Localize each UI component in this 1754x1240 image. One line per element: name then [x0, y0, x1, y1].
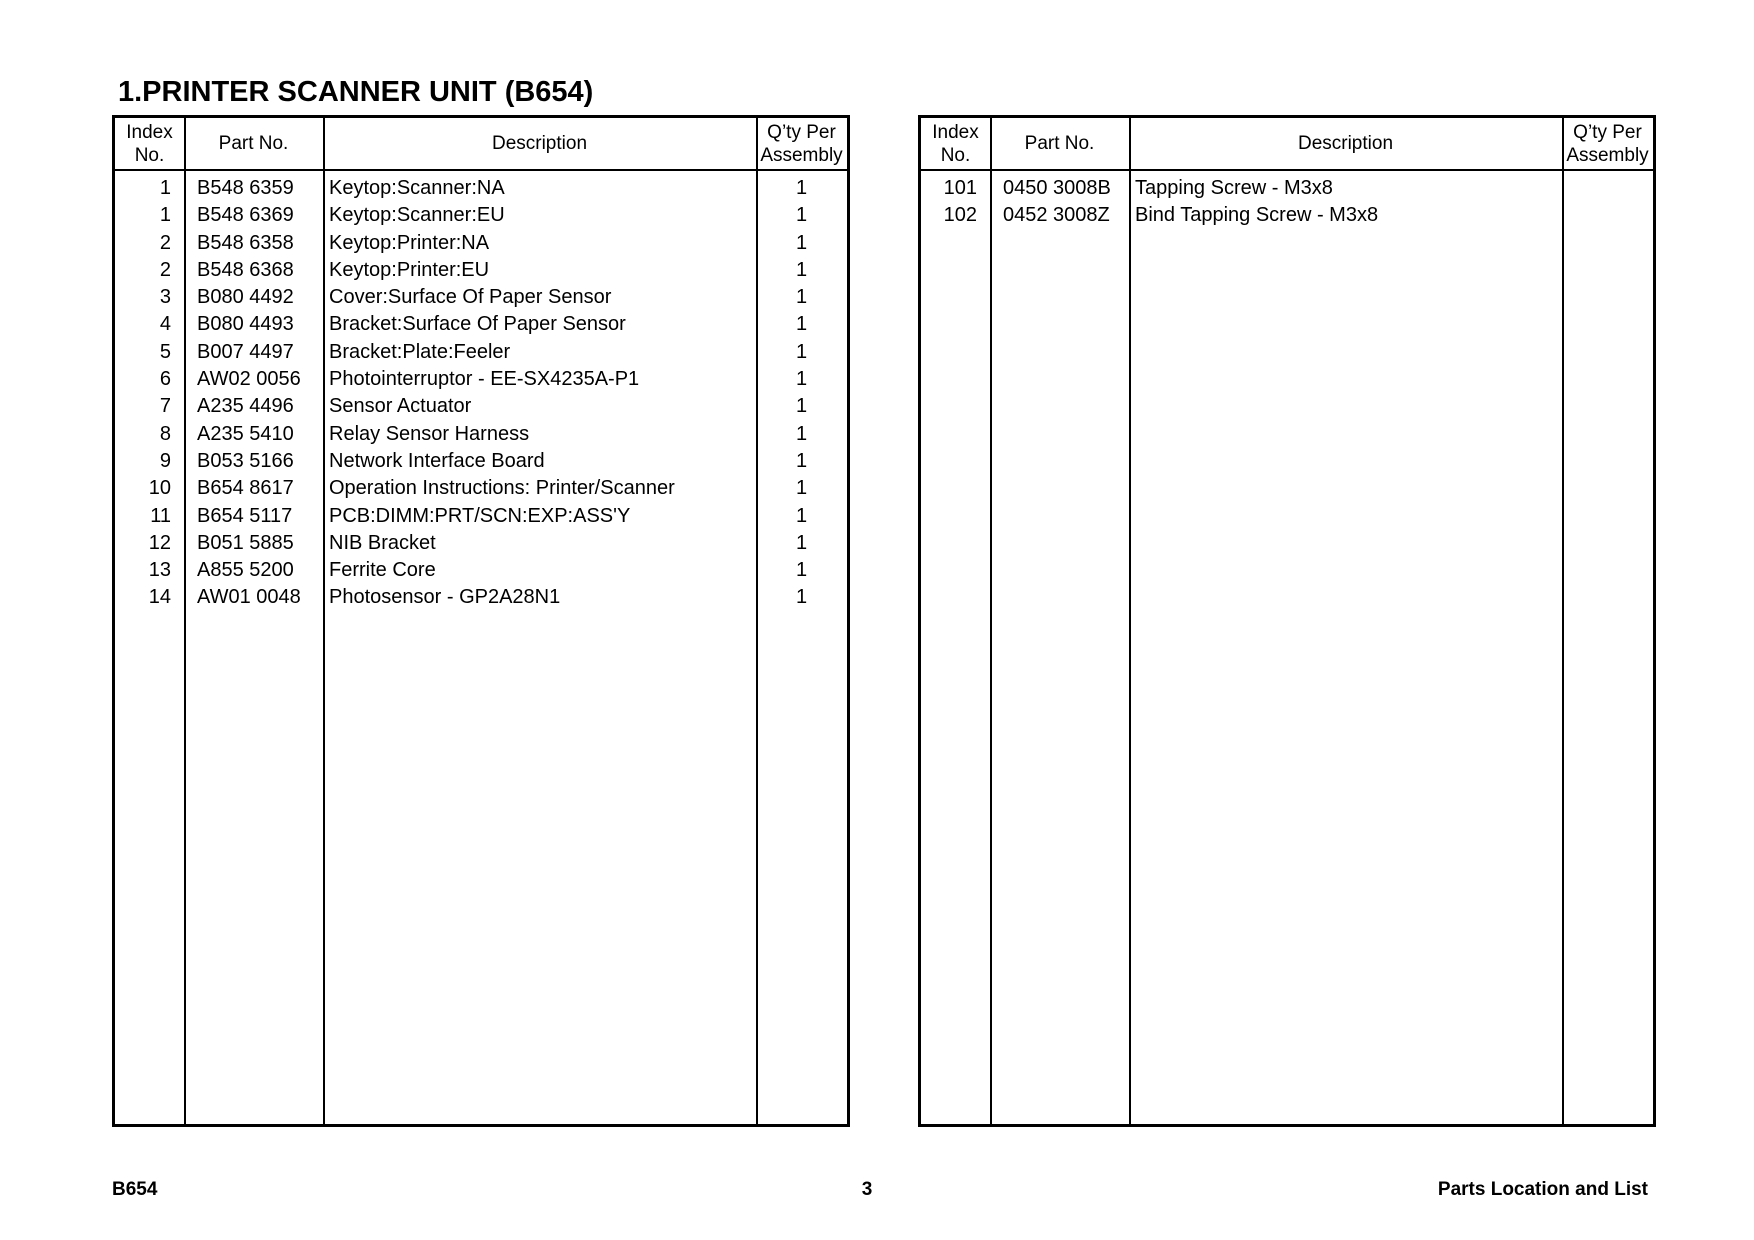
cell-index: 5 [159, 340, 171, 363]
cell-description: Operation Instructions: Printer/Scanner [329, 477, 675, 500]
cell-part-no: B548 6368 [197, 258, 294, 281]
cell-description: Keytop:Scanner:EU [329, 204, 505, 227]
column-description [1129, 118, 1562, 1124]
cell-index: 1 [159, 177, 171, 199]
column-qty [1562, 118, 1653, 1124]
header-part-no: Part No. [218, 133, 289, 154]
table-row [115, 530, 847, 557]
cell-index: 11 [150, 504, 171, 527]
header-qty: Q’ty Per Assembly [1566, 121, 1649, 166]
cell-qty: 1 [795, 258, 808, 281]
cell-description: Network Interface Board [329, 449, 545, 472]
cell-description: Photosensor - GP2A28N1 [329, 586, 561, 609]
cell-part-no: B548 6358 [197, 231, 294, 254]
cell-part-no: A855 5200 [197, 559, 294, 582]
cell-qty: 1 [795, 559, 808, 582]
cell-description: Tapping Screw - M3x8 [1135, 177, 1333, 199]
cell-qty [1562, 202, 1653, 229]
footer-model: B654 [112, 1179, 158, 1200]
table-row [115, 202, 847, 229]
cell-part-no: B080 4493 [197, 313, 294, 336]
cell-part-no: AW01 0048 [197, 586, 301, 609]
table-row [115, 175, 847, 202]
cell-part-no: 0452 3008Z [1003, 204, 1110, 227]
cell-part-no: A235 4496 [197, 395, 294, 418]
table-row [115, 311, 847, 338]
cell-description: PCB:DIMM:PRT/SCN:EXP:ASS'Y [329, 504, 631, 527]
cell-qty: 1 [795, 368, 808, 391]
column-part-no [990, 118, 1129, 1124]
cell-qty: 1 [795, 340, 808, 363]
table-row [115, 584, 847, 611]
cell-part-no: B548 6369 [197, 204, 294, 227]
cell-description: Bracket:Surface Of Paper Sensor [329, 313, 626, 336]
cell-index: 2 [159, 231, 171, 254]
cell-part-no: B548 6359 [197, 177, 294, 199]
header-index: Index No. [126, 121, 173, 166]
cell-qty: 1 [795, 422, 808, 445]
cell-description: Bracket:Plate:Feeler [329, 340, 511, 363]
cell-qty: 1 [795, 313, 808, 336]
cell-qty: 1 [795, 204, 808, 227]
cell-description: Relay Sensor Harness [329, 422, 530, 445]
table-row [115, 475, 847, 502]
cell-index: 101 [943, 177, 977, 199]
page-title: 1.PRINTER SCANNER UNIT (B654) [118, 76, 594, 108]
cell-qty: 1 [795, 586, 808, 609]
table-row [921, 202, 1653, 229]
cell-index: 7 [159, 395, 171, 418]
cell-part-no: B007 4497 [197, 340, 294, 363]
cell-description: Photointerruptor - EE-SX4235A-P1 [329, 368, 640, 391]
cell-part-no: A235 5410 [197, 422, 294, 445]
table-row [115, 557, 847, 584]
cell-index: 14 [148, 586, 171, 609]
cell-part-no: B654 5117 [197, 504, 293, 527]
cell-description: Keytop:Printer:EU [329, 258, 490, 281]
footer-section: Parts Location and List [1437, 1179, 1648, 1200]
table-rows [115, 175, 847, 612]
table-row [115, 257, 847, 284]
cell-description: Sensor Actuator [329, 395, 472, 418]
table-row [115, 448, 847, 475]
cell-index: 1 [159, 204, 171, 227]
table-row [115, 230, 847, 257]
cell-index: 6 [159, 368, 171, 391]
cell-index: 9 [159, 449, 171, 472]
header-index: Index No. [932, 121, 979, 166]
cell-description: NIB Bracket [329, 531, 436, 554]
cell-index: 12 [148, 531, 171, 554]
column-index [921, 118, 990, 1124]
cell-part-no: AW02 0056 [197, 368, 301, 391]
cell-description: Bind Tapping Screw - M3x8 [1135, 204, 1379, 227]
table-row [115, 421, 847, 448]
parts-table-right [918, 115, 1656, 1127]
header-description: Description [1297, 133, 1394, 154]
cell-qty: 1 [795, 531, 808, 554]
cell-qty: 1 [795, 395, 808, 418]
cell-qty: 1 [795, 477, 808, 500]
table-row [115, 503, 847, 530]
cell-index: 3 [159, 286, 171, 309]
cell-part-no: B080 4492 [197, 286, 294, 309]
table-row [115, 366, 847, 393]
cell-index: 102 [943, 204, 977, 227]
table-row [921, 175, 1653, 202]
cell-index: 10 [148, 477, 171, 500]
cell-part-no: B051 5885 [197, 531, 294, 554]
table-row [115, 393, 847, 420]
cell-qty: 1 [795, 286, 808, 309]
header-description: Description [491, 133, 588, 154]
cell-qty: 1 [795, 177, 808, 199]
table-row [115, 284, 847, 311]
footer-page-number: 3 [861, 1179, 873, 1200]
table-header-row [115, 118, 847, 171]
header-qty: Q’ty Per Assembly [760, 121, 843, 166]
cell-index: 13 [148, 559, 171, 582]
cell-index: 2 [159, 258, 171, 281]
cell-part-no: 0450 3008B [1003, 177, 1111, 199]
cell-description: Ferrite Core [329, 559, 436, 582]
cell-description: Cover:Surface Of Paper Sensor [329, 286, 612, 309]
table-header-row [921, 118, 1653, 171]
table-rows [921, 175, 1653, 230]
cell-description: Keytop:Printer:NA [329, 231, 490, 254]
cell-qty [1562, 175, 1653, 202]
cell-part-no: B654 8617 [197, 477, 294, 500]
table-row [115, 339, 847, 366]
cell-qty: 1 [795, 449, 808, 472]
parts-table-left [112, 115, 850, 1127]
cell-description: Keytop:Scanner:NA [329, 177, 505, 199]
cell-qty: 1 [795, 504, 808, 527]
cell-index: 8 [159, 422, 171, 445]
header-part-no: Part No. [1024, 133, 1095, 154]
cell-part-no: B053 5166 [197, 449, 294, 472]
cell-index: 4 [159, 313, 171, 336]
cell-qty: 1 [795, 231, 808, 254]
